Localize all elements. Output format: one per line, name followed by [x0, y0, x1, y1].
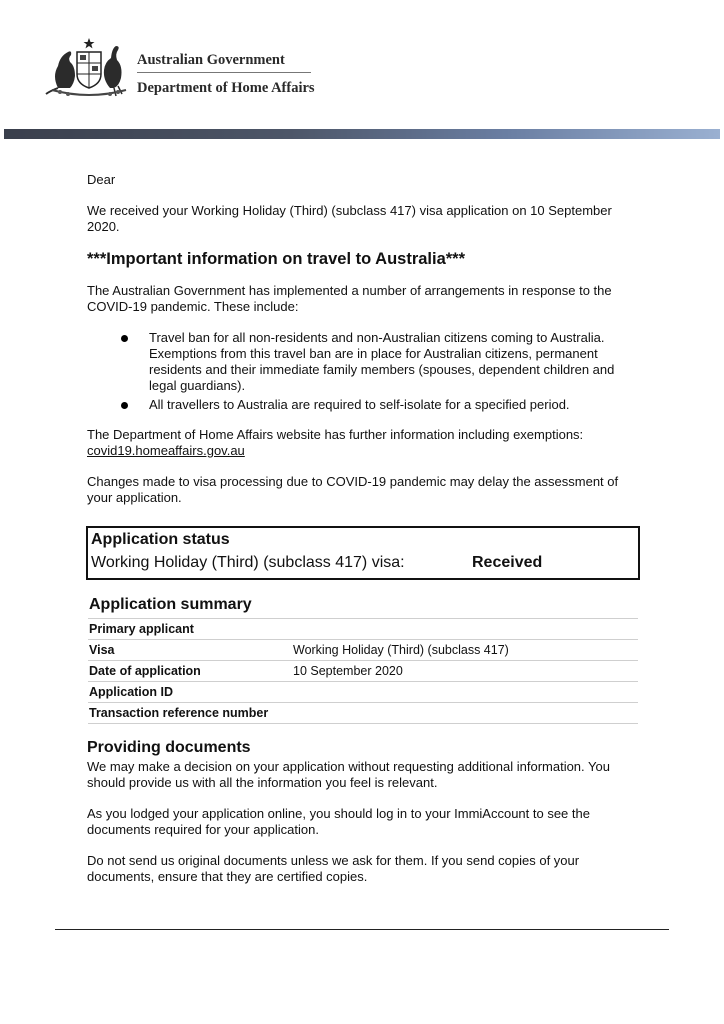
government-name: Australian Government	[137, 52, 285, 68]
row-label: Visa	[89, 643, 115, 657]
coat-of-arms-icon	[44, 36, 134, 98]
status-visa-label: Working Holiday (Third) (subclass 417) visa:	[91, 554, 405, 571]
intro-text: The Australian Government has implemented a number of arrangements in response to the COVID-19 pandemic. These include:	[87, 283, 612, 314]
bullet-icon	[121, 335, 128, 342]
documents-paragraph: We may make a decision on your application without requesting additional information. You should provide us with all the information you feel is relevant.	[87, 759, 610, 790]
summary-title: Application summary	[89, 596, 252, 613]
website-text: The Department of Home Affairs website has further information including exemptions:	[87, 427, 584, 442]
header-band	[4, 129, 720, 139]
list-item-text: All travellers to Australia are required to self-isolate for a specified period.	[149, 397, 570, 412]
website-link[interactable]: covid19.homeaffairs.gov.au	[87, 443, 245, 458]
documents-paragraph: As you lodged your application online, you should log in to your ImmiAccount to see the documents required for your application.	[87, 806, 590, 837]
department-name: Department of Home Affairs	[137, 80, 315, 96]
letter-body	[87, 172, 639, 521]
documents-heading: Providing documents	[87, 739, 251, 756]
table-row	[88, 618, 638, 639]
status-value: Received	[472, 554, 543, 571]
list-item	[149, 397, 639, 413]
row-value: Working Holiday (Third) (subclass 417)	[293, 643, 509, 657]
greeting: Dear	[87, 172, 116, 187]
status-title: Application status	[91, 531, 230, 548]
delay-text: Changes made to visa processing due to COVID-19 pandemic may delay the assessment of your application.	[87, 474, 619, 505]
table-row	[88, 660, 638, 681]
bullet-icon	[121, 402, 128, 409]
header-divider	[137, 72, 311, 73]
providing-documents	[87, 739, 639, 900]
application-status-box	[86, 526, 640, 580]
row-label: Date of application	[89, 664, 201, 678]
footer-divider	[55, 929, 669, 930]
received-text: We received your Working Holiday (Third) (subclass 417) visa application on 10 September 2020.	[87, 203, 612, 234]
application-summary	[88, 595, 638, 724]
row-label: Application ID	[89, 685, 174, 699]
row-label: Transaction reference number	[89, 706, 269, 720]
documents-paragraph: Do not send us original documents unless we ask for them. If you send copies of your documents, ensure that they are certified copies.	[87, 853, 580, 884]
table-row	[88, 639, 638, 660]
letterhead	[0, 0, 724, 130]
list-item-text: Travel ban for all non-residents and non-Australian citizens coming to Australia. Exemptions from this travel ban are in place for Australian citizens, permanent residents and their immediate family members (spouses, dependent children and legal guardians).	[149, 330, 615, 393]
table-row	[88, 702, 638, 724]
restrictions-list	[87, 330, 639, 413]
row-label: Primary applicant	[89, 622, 194, 636]
alert-heading: ***Important information on travel to Australia***	[87, 250, 466, 268]
table-row	[88, 681, 638, 702]
list-item	[149, 330, 639, 394]
website-info	[87, 427, 639, 459]
row-value: 10 September 2020	[293, 664, 403, 678]
